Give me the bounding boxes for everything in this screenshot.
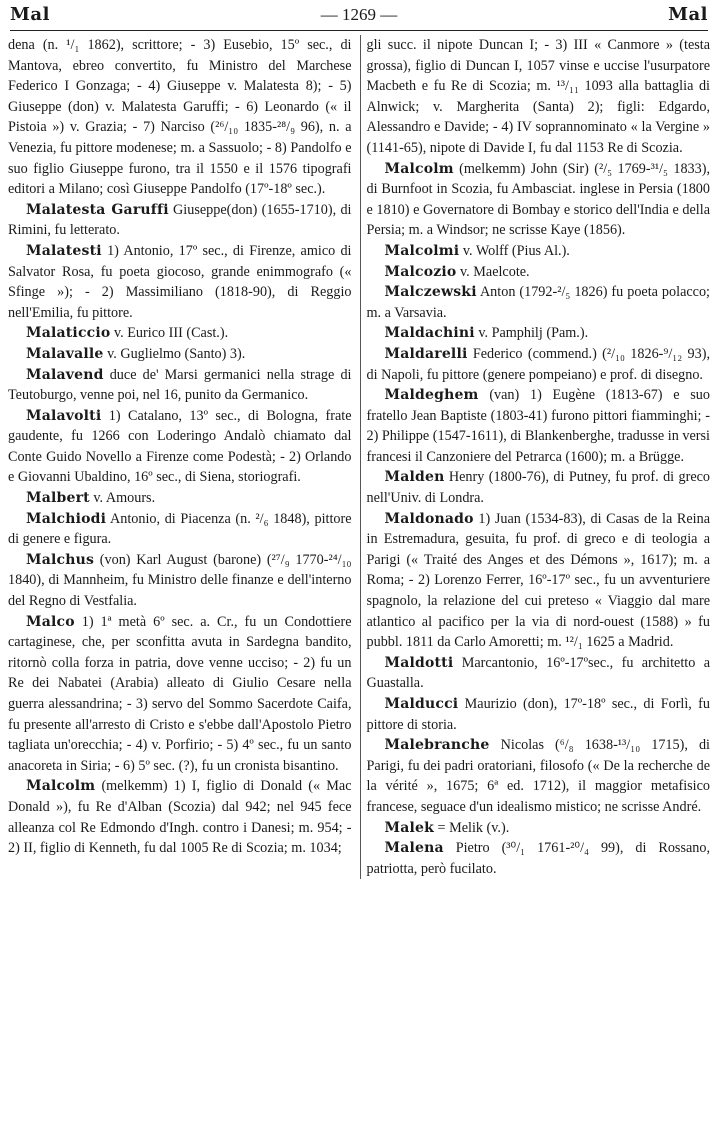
entry-headword: Malatesti xyxy=(26,242,102,259)
entry xyxy=(367,735,711,817)
entry xyxy=(367,159,711,241)
entry xyxy=(8,550,352,612)
entry-text: v. Amours. xyxy=(93,490,156,507)
entry-text: Giuseppe(don) (1655-1710), di Rimini, fu letterato. xyxy=(8,201,352,239)
entry-headword: Malena xyxy=(384,840,444,857)
entry-headword: Malco xyxy=(26,613,75,630)
entry-headword: Malchiodi xyxy=(26,510,107,527)
entry-headword: Malcozio xyxy=(384,263,457,280)
entry-headword: Maldachini xyxy=(384,325,475,342)
header-left-word: Mal xyxy=(10,4,50,25)
entry xyxy=(8,200,352,241)
entry-text: Antonio, di Piacenza (n. ²/₆ 1848), pittore di genere e figura. xyxy=(8,510,352,548)
entry-headword: Malavalle xyxy=(26,345,104,362)
entry-headword: Malavolti xyxy=(26,407,102,424)
entry-text: (melkemm) 1) I, figlio di Donald (« Mac Donald »), fu Re d'Alban (Scozia) dal 942; nel 945 fece alleanza col Re Edmondo d'Ingh. contro i Danesi; m. 954; - 2) II, figlio di Kenneth, fu dal 1005 Re di Scozia; m. 1034; xyxy=(8,778,352,857)
entry-headword: Malcolm xyxy=(26,778,96,795)
entry-headword: Malatesta Garuffi xyxy=(26,201,169,218)
entry-text: 1) Catalano, 13º sec., di Bologna, frate gaudente, fu 1266 con Loderingo Andalò chiamato dal Conte Guido Novello a Firenze come Podestà; - 2) Orlando e Giovanni Ubaldino, 16º sec., di Siena, storiografi. xyxy=(8,407,352,486)
entry-text: v. Pamphilj (Pam.). xyxy=(478,325,589,342)
entry-text: 1) 1ª metà 6º sec. a. Cr., fu un Condottiere cartaginese, che, per sconfitta avuta in Sardegna bandito, ritornò colla forza in patria, dove venne ucciso; - 2) fu un Re dei Nabatei (Arabia) alleato di Giulio Cesare nella guerra alessandrina; - 3) servo del Sommo Sacerdote Caifa, fu presente all'arresto di Cristo e s'ebbe dall'Apostolo Pietro tagliata un'orecchia; - 4) v. Porfirio; - 5) 4º sec., fu un santo anacoreta in Siria; - 6) 5º sec. (?), fu un cronista bisantino. xyxy=(8,613,352,774)
page-number: — 1269 — xyxy=(320,5,398,24)
entry xyxy=(8,406,352,488)
entry-headword: Maldarelli xyxy=(384,345,468,362)
entry xyxy=(367,344,711,385)
entry-headword: Malcolm xyxy=(384,160,454,177)
entry xyxy=(367,35,711,159)
entry xyxy=(8,241,352,323)
entry-headword: Malducci xyxy=(384,696,459,712)
entry-text: Marcantonio, 16º-17ºsec., fu architetto a Guastalla. xyxy=(366,654,710,692)
entry-text: 1) Juan (1534-83), di Casas de la Reina in Estremadura, gesuita, fu prof. di greco e di teologia a Parigi (« Traité des Anges et des Démons », 1617); m. a Roma; - 2) Lorenzo Ferrer, 16º-17º sec., fu un avventuriere spagnolo, la relazione del cui preteso « Viaggio dal mare atlantico al pacifico per la via di nord-ouest (1588) » fu pubbl. 1811 da Carlo Amoretti; m. ¹²/₁ 1625 a Madrid. xyxy=(366,510,711,651)
entry-headword: Malchus xyxy=(26,551,95,568)
entry xyxy=(367,385,711,467)
columns xyxy=(8,35,710,879)
entry-headword: Malebranche xyxy=(384,737,490,754)
entry-text: Maurizio (don), 17º-18º sec., di Forlì, fu pittore di storia. xyxy=(366,696,710,733)
header-right-word: Mal xyxy=(668,4,708,25)
entry xyxy=(8,365,352,406)
entry-text: Federico (commend.) (²/₁₀ 1826-⁹/₁₂ 93), di Napoli, fu pittore (genere pompeiano) e prof. di disegno. xyxy=(366,345,711,383)
entry-text: duce de' Marsi germanici nella strage di Teutoburgo, venne poi, nel 16, punito da Germanico. xyxy=(8,366,352,404)
entry-text: = Melik (v.). xyxy=(437,819,510,836)
entry xyxy=(8,323,352,344)
entry-text: v. Maelcote. xyxy=(460,263,530,280)
entry xyxy=(8,509,352,550)
entry xyxy=(367,323,711,344)
entry xyxy=(367,653,711,694)
left-column xyxy=(8,35,361,879)
entry-headword: Malczewski xyxy=(384,284,477,301)
entry-headword: Malavend xyxy=(26,366,104,383)
entry xyxy=(367,467,711,508)
entry-text: Nicolas (⁶/₈ 1638-¹³/₁₀ 1715), di Parigi, fu dei padri oratoriani, filosofo (« De la recherche de la vérité », 1675; 6ª ed. 1712), il maggior metafisico francese, seguace d'un idealismo mistico; ne scrisse André. xyxy=(366,737,710,815)
entry-headword: Maldotti xyxy=(384,654,454,671)
page-header xyxy=(10,4,708,31)
entry-text: 1) Antonio, 17º sec., di Firenze, amico di Salvator Rosa, fu poeta giocoso, grande enimmografo (« Sfinge »); - 2) Massimiliano (1818-90), di Reggio nell'Emilia, fu pittore. xyxy=(8,242,352,321)
entry xyxy=(367,262,711,283)
entry-text: (von) Karl August (barone) (²⁷/₉ 1770-²⁴/₁₀ 1840), di Mannheim, fu Ministro delle finanze e dell'interno del Regno di Vestfalia. xyxy=(8,551,352,610)
entry-text: dena (n. ¹/₁ 1862), scrittore; - 3) Eusebio, 15º sec., di Mantova, ebreo convertito, fu Ministro del Marchese Federico I Gonzaga; - 4) Giuseppe v. Malatesta 8); - 5) Giuseppe (don) v. Malatesta Garuffi; - 6) Leonardo (« il Pistoia ») v. Grazia; - 7) Narciso (²⁶/₁₀ 1835-²⁸/₉ 96), n. a Venezia, fu pittore modenese; m. a Sassuolo; - 8) Pandolfo e suo figlio Giuseppe furono, tra il 1550 e il 1576 tipografi editori a Milano; così Giuseppe Pandolfo (17º-18º sec.). xyxy=(8,37,352,198)
entry-text: v. Eurico III (Cast.). xyxy=(114,325,229,342)
entry xyxy=(8,776,352,858)
entry xyxy=(367,241,711,262)
entry xyxy=(367,282,711,323)
entry-text: (melkemm) John (Sir) (²/₅ 1769-³¹/₅ 1833), di Burnfoot in Scozia, fu Ambasciat. inglese in Persia (1800 e 1810) e Governatore di Bombay e storico dell'India e della Persia; m. a Windsor; ne scrisse Kaye (1856). xyxy=(366,160,710,239)
entry xyxy=(8,35,352,200)
entry xyxy=(8,488,352,509)
entry-headword: Malbert xyxy=(26,490,90,507)
entry xyxy=(367,838,711,879)
entry-text: Anton (1792-²/₅ 1826) fu poeta polacco; m. a Varsavia. xyxy=(366,284,710,321)
right-column xyxy=(361,35,711,879)
entry-headword: Maldeghem xyxy=(384,387,479,404)
entry-headword: Malek xyxy=(384,819,434,836)
entry-text: v. Guglielmo (Santo) 3). xyxy=(107,345,246,362)
entry-headword: Malcolmi xyxy=(384,242,460,259)
entry-headword: Malden xyxy=(384,469,445,486)
entry-headword: Maldonado xyxy=(384,510,474,527)
entry xyxy=(367,818,711,839)
entry-headword: Malaticcio xyxy=(26,325,111,342)
entry xyxy=(8,612,352,777)
entry xyxy=(367,694,711,735)
entry xyxy=(8,344,352,365)
entry-text: (van) 1) Eugène (1813-67) e suo fratello Jean Baptiste (1803-41) furono pittori fiamminghi; - 2) Philippe (1547-1611), di Blankenberghe, tradusse in versi francesi il Canzoniere del Petrarca (1600); m. a Brügge. xyxy=(366,387,710,465)
entry xyxy=(367,509,711,653)
entry-text: gli succ. il nipote Duncan I; - 3) III « Canmore » (testa grossa), figlio di Duncan I, 1057 vinse e uccise l'usurpatore Macbeth e fu Re di Scozia; m. ¹³/₁₁ 1093 alla battaglia di Alnwick; v. Margherita (Santa) 2); figli: Edgardo, Alessandro e Davide; - 4) IV soprannominato « la Vergine » (1141-65), nipote di Davide I, fu dal 1153 Re di Scozia. xyxy=(366,37,710,156)
entry-text: v. Wolff (Pius Al.). xyxy=(462,242,570,259)
entry-text: Henry (1800-76), di Putney, fu prof. di greco nell'Univ. di Londra. xyxy=(366,469,711,507)
entry-text: Pietro (³⁰/₁ 1761-²⁰/₄ 99), di Rossano, patriotta, però fucilato. xyxy=(366,840,711,877)
